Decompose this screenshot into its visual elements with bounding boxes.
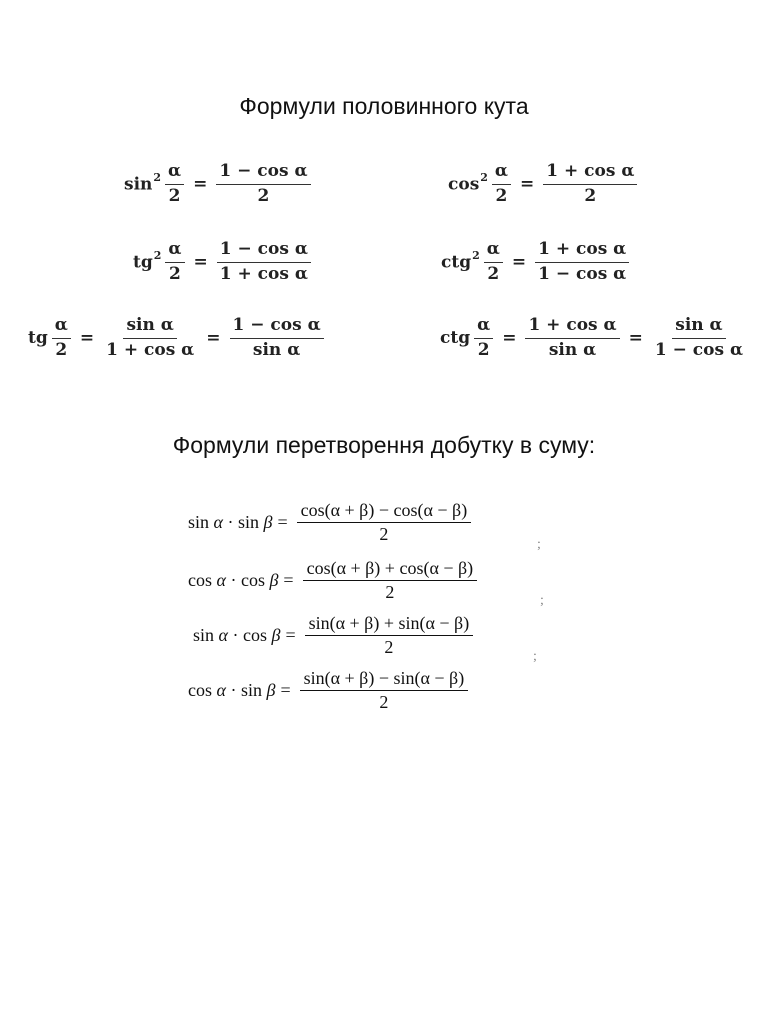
rhs-fraction: $\frac{\sin(\alpha + \beta) - \sin(\alpha - \beta)}{2}$ — [300, 668, 469, 712]
function-name: $\cos^2$ — [448, 171, 488, 195]
argument-fraction: $\frac{\alpha}{2}$ — [474, 316, 493, 360]
formula-tg2-half — [133, 240, 315, 284]
formula-tg-half — [28, 316, 328, 360]
function-name: $tg^2$ — [133, 249, 162, 273]
argument-fraction: $\frac{\alpha}{2}$ — [492, 162, 511, 206]
equals-sign: = — [280, 679, 291, 700]
heading-half-angle: Формули половинного кута — [239, 93, 529, 119]
result-fraction-2: $\frac{\text{1 − cos α}}{\text{sin α}}$ — [230, 316, 324, 360]
result-fraction: $\frac{\text{1 + cos α}}{\text{1 − cos α}}$ — [535, 240, 629, 284]
equals-sign: = — [283, 569, 294, 590]
result-fraction: $\frac{\text{1 + cos α}}{2}$ — [543, 162, 637, 206]
formula-cos-cos — [188, 558, 481, 602]
result-fraction-2: $\frac{\text{sin α}}{\text{1 − cos α}}$ — [654, 315, 744, 360]
equals-sign: = — [628, 328, 643, 349]
argument-fraction: $\frac{\alpha}{2}$ — [165, 162, 184, 206]
equals-sign: = — [193, 174, 208, 195]
equals-sign: = — [502, 328, 517, 349]
lhs: sin α · sin β — [188, 511, 273, 532]
argument-fraction: $\frac{\alpha}{2}$ — [484, 240, 503, 284]
function-name: $\sin^2$ — [124, 171, 162, 195]
result-fraction: $\frac{\text{1 − cos α}}{2}$ — [216, 162, 310, 206]
equals-sign: = — [285, 624, 296, 645]
function-name: ctg — [440, 328, 471, 349]
rhs-fraction: $\frac{\sin(\alpha + \beta) + \sin(\alpha - \beta)}{2}$ — [305, 613, 474, 657]
equals-sign: = — [193, 252, 208, 273]
equals-sign: = — [511, 252, 527, 273]
formula-sin-cos — [193, 613, 477, 657]
rhs-fraction: $\frac{\cos(\alpha + \beta) + \cos(\alpha - \beta)}{2}$ — [303, 558, 478, 602]
heading-product-to-sum: Формули перетворення добутку в суму: — [172, 432, 596, 458]
formula-cos-sin — [188, 668, 472, 712]
equals-sign: = — [206, 328, 221, 349]
result-fraction-1: $\frac{\text{1 + cos α}}{\text{sin α}}$ — [525, 316, 619, 360]
lhs: sin α · cos β — [193, 624, 281, 645]
semicolon: ; — [537, 537, 541, 552]
formula-sin2-half — [124, 162, 315, 206]
equals-sign: = — [520, 174, 535, 195]
function-name: tg — [28, 328, 48, 349]
formula-cos2-half — [448, 162, 641, 206]
lhs: cos α · cos β — [188, 569, 279, 590]
semicolon: ; — [540, 593, 544, 608]
formula-sin-sin — [188, 500, 475, 544]
equals-sign: = — [79, 328, 95, 349]
result-fraction-1: $\frac{\text{sin α}}{\text{1 + cos α}}$ — [106, 315, 195, 360]
function-name: ctg$^2$ — [441, 249, 480, 273]
formula-ctg-half — [440, 316, 750, 360]
result-fraction: $\frac{\text{1 − cos α}}{\text{1 + cos α}}$ — [217, 240, 311, 284]
lhs: cos α · sin β — [188, 679, 276, 700]
argument-fraction: $\frac{\alpha}{2}$ — [165, 240, 184, 284]
rhs-fraction: $\frac{\cos(\alpha + \beta) - \cos(\alpha - \beta)}{2}$ — [297, 500, 472, 544]
equals-sign: = — [277, 511, 288, 532]
formula-ctg2-half — [441, 240, 633, 284]
semicolon: ; — [533, 649, 537, 664]
argument-fraction: $\frac{\alpha}{2}$ — [52, 316, 71, 360]
